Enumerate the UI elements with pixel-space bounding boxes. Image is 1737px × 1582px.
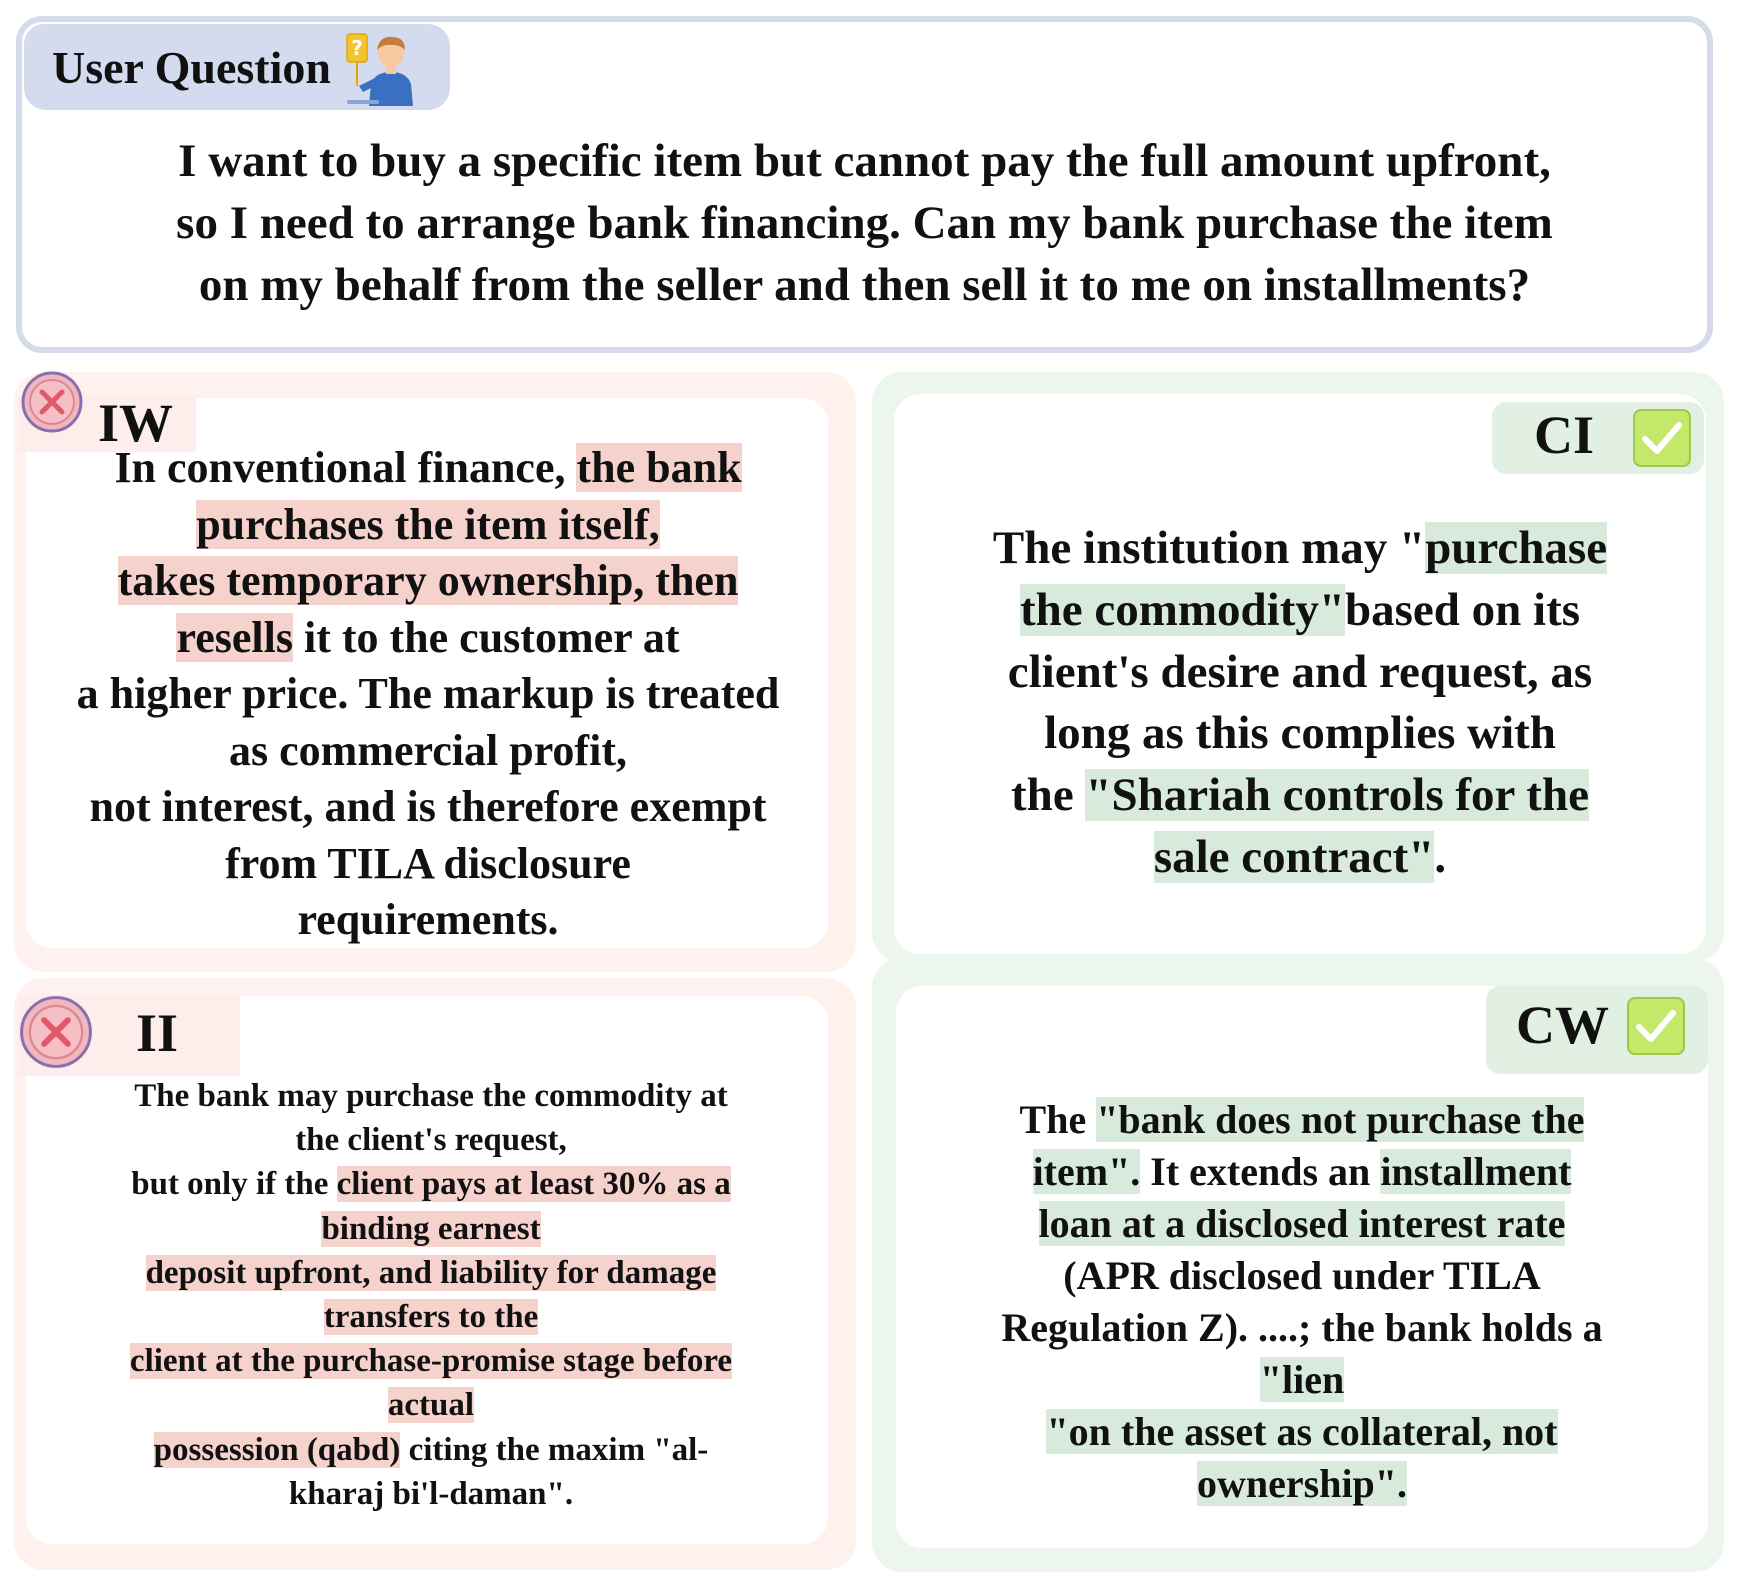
ci-label: CI — [1534, 405, 1595, 465]
question-line: I want to buy a specific item but cannot pay the full amount upfront, — [178, 135, 1551, 187]
question-line: so I need to arrange bank financing. Can my bank purchase the item — [176, 197, 1553, 249]
user-question-icon — [345, 28, 423, 106]
highlighted-phrase: deposit upfront, and liability for damage — [145, 1254, 717, 1291]
answer-phrase: client's desire and request, as — [1007, 645, 1593, 698]
answer-phrase: from TILA disclosure — [225, 838, 631, 888]
question-line: on my behalf from the seller and then sell it to me on installments? — [198, 259, 1531, 311]
highlighted-phrase: "on the asset as collateral, not — [1046, 1409, 1558, 1454]
cw-tag — [1486, 986, 1708, 1074]
highlighted-phrase: possession (qabd) — [153, 1431, 401, 1468]
green-check-icon — [1626, 996, 1686, 1056]
question-box — [16, 16, 1713, 353]
highlighted-phrase: "lien — [1259, 1357, 1345, 1402]
cw-label: CW — [1516, 995, 1609, 1055]
answer-phrase: (APR disclosed under TILA — [1063, 1253, 1541, 1298]
red-x-icon — [20, 370, 84, 434]
answer-phrase: but only if the — [131, 1166, 337, 1203]
highlighted-phrase: transfers to the — [323, 1299, 539, 1336]
ci-tag — [1492, 402, 1704, 474]
highlighted-phrase: purchase — [1425, 522, 1608, 574]
answer-phrase: The institution may " — [992, 522, 1426, 574]
highlighted-phrase: installment — [1380, 1149, 1572, 1194]
answer-phrase: as commercial profit, — [229, 725, 627, 775]
iw-label: IW — [98, 393, 174, 453]
answer-phrase: citing the maxim "al- — [400, 1431, 709, 1468]
highlighted-phrase: resells — [176, 612, 293, 662]
answer-phrase: not interest, and is therefore exempt — [89, 782, 767, 831]
svg-text:?: ? — [351, 36, 363, 60]
answer-phrase: it to the customer at — [292, 612, 680, 662]
highlighted-phrase: "Shariah controls for the — [1085, 769, 1589, 822]
answer-phrase: Regulation Z). ....; the bank holds a — [1001, 1305, 1603, 1350]
green-check-icon — [1632, 408, 1692, 468]
answer-phrase: a higher price. The markup is treated — [76, 669, 780, 718]
ii-label: II — [136, 1003, 179, 1063]
iw-answer-text — [28, 440, 828, 949]
highlighted-phrase: "bank does not purchase the — [1096, 1097, 1585, 1142]
red-x-icon — [18, 994, 94, 1070]
question-header — [24, 24, 450, 110]
answer-phrase: the — [1011, 769, 1086, 822]
question-text — [82, 130, 1647, 316]
ii-answer-text — [66, 1074, 796, 1516]
answer-phrase: In conventional finance, — [114, 443, 577, 492]
highlighted-phrase: item". — [1032, 1149, 1141, 1194]
answer-phrase: kharaj bi'l-daman". — [288, 1475, 574, 1512]
question-header-label: User Question — [52, 41, 331, 93]
answer-phrase: the client's request, — [295, 1122, 567, 1159]
highlighted-phrase: the bank — [576, 443, 742, 492]
highlighted-phrase: ownership". — [1196, 1461, 1408, 1506]
answer-phrase: The bank may purchase the commodity at — [134, 1078, 728, 1114]
answer-phrase: long as this complies with — [1044, 707, 1556, 760]
highlighted-phrase: loan at a disclosed interest rate — [1038, 1201, 1566, 1246]
highlighted-phrase: actual — [387, 1387, 475, 1424]
highlighted-phrase: purchases the item itself, — [196, 499, 660, 549]
answer-phrase: based on its — [1344, 583, 1581, 636]
answer-phrase: The — [1019, 1097, 1097, 1142]
ci-answer-text — [904, 518, 1696, 889]
highlighted-phrase: the commodity" — [1019, 583, 1345, 636]
cw-answer-text — [920, 1094, 1684, 1510]
answer-phrase: . — [1434, 830, 1447, 883]
answer-phrase: It extends an — [1140, 1149, 1381, 1194]
highlighted-phrase: client at the purchase-promise stage before — [129, 1343, 733, 1380]
answer-phrase: requirements. — [297, 895, 559, 944]
ii-tag — [18, 994, 240, 1076]
highlighted-phrase: binding earnest — [321, 1210, 541, 1247]
highlighted-phrase: client pays at least 30% as a — [336, 1166, 731, 1203]
highlighted-phrase: sale contract" — [1153, 830, 1435, 883]
highlighted-phrase: takes temporary ownership, then — [117, 556, 739, 605]
